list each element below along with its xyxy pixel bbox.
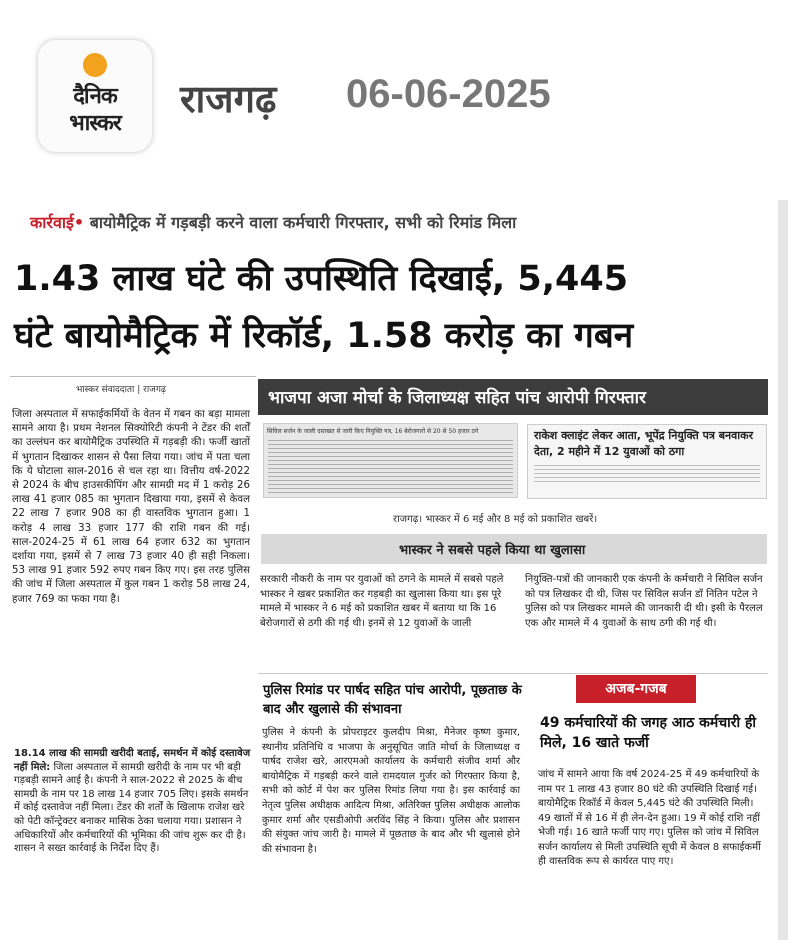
clipping-2-title: राकेश क्लाइंट लेकर आता, भूपेंद्र नियुक्ति पत्र बनवाकर देता, 2 महीने में 12 युवाओं को ठगा — [534, 429, 754, 458]
middle-column-a: सरकारी नौकरी के नाम पर युवाओं को ठगने के मामले में सबसे पहले भास्कर ने खबर प्रकाशित कर गड़बड़ी का खुलासा किया था। इस पूरे मामले में भास्कर ने 6 मई को प्रकाशित खबर में बताया था कि 16 बेरोजगारों से ठगी की गई थी। इनमें से 12 युवाओं के जाली — [260, 574, 504, 629]
edition-city: राजगढ़ — [180, 77, 277, 121]
ajab-gajab-badge: अजब-गजब — [576, 675, 696, 703]
divider — [258, 673, 768, 674]
left-sub-text: जिला अस्पताल में सामग्री खरीदी के नाम पर भी बड़ी गड़बड़ी सामने आई है। कंपनी ने साल-2022 से 2025 के बीच सामग्री के नाम पर 18 लाख 14 हजार 705 लिए। इसके समर्थन में कोई दस्तावेज नहीं मिला। टेंडर की शर्तों के खिलाफ राजेश खरे को पेटी कॉन्ट्रेक्टर बनाकर मासिक ठेका चलाया गया। प्रशासन ने अधिकारियों और कर्मचारियों की भूमिका की जांच शुरू कर दी है। शासन ने सख्त कार्रवाई के निर्देश दिए हैं। — [14, 761, 249, 855]
left-column — [12, 408, 250, 609]
arrest-banner: भाजपा अजा मोर्चा के जिलाध्यक्ष सहित पांच आरोपी गिरफ्तार — [258, 379, 768, 415]
byline: भास्कर संवाददाता | राजगढ़ — [76, 385, 166, 395]
employees-body: जांच में सामने आया कि वर्ष 2024-25 में 49 कर्मचारियों के नाम पर 1 लाख 43 हजार 80 घंटे की उपस्थिति दिखाई गई। बायोमैट्रिक रिकॉर्ड में केवल 5,445 घंटे की उपस्थिति मिली। 49 खातों में से 16 में ही लेन-देन हुआ। 19 में कोई राशि नहीं भेजी गई। 16 खाते फर्जी पाए गए। पुलिस को जांच में सिविल सर्जन कार्यालय से मिली उपस्थिति सूची में केवल 8 सफाईकर्मी ही वास्तविक रूप से कार्यरत पाए गए। — [538, 769, 761, 867]
edition-date: 06-06-2025 — [346, 72, 551, 116]
police-remand-heading: पुलिस रिमांड पर पार्षद सहित पांच आरोपी, पूछताछ के बाद और खुलासे की संभावना — [263, 683, 522, 717]
clipping-1-text-lines — [268, 440, 513, 495]
kicker-tag: कार्रवाई — [30, 213, 74, 232]
news-clipping-2 — [527, 424, 767, 499]
logo-line2: भास्कर — [69, 111, 121, 136]
news-clipping-1 — [263, 423, 518, 498]
clipping-1-title: सिविल सर्जन के जाली दस्तखत से जारी किए नियुक्ति पत्र, 16 बेरोजगारों से 20 से 50 हजार ठगे — [267, 428, 479, 435]
dainik-bhaskar-logo — [38, 40, 152, 152]
headline-line2: घंटे बायोमैट्रिक में रिकॉर्ड, 1.58 करोड़ का गबन — [14, 316, 634, 356]
page-edge — [778, 200, 788, 940]
employees-heading: 49 कर्मचारियों की जगह आठ कर्मचारी ही मिले, 16 खाते फर्जी — [540, 715, 757, 751]
headline — [14, 251, 774, 365]
kicker-text: बायोमैट्रिक में गड़बड़ी करने वाला कर्मचारी गिरफ्तार, सभी को रिमांड मिला — [89, 213, 517, 232]
clipping-2-text-lines — [534, 465, 760, 485]
kicker — [30, 211, 516, 233]
subhead-band — [261, 534, 767, 564]
left-subsection — [14, 747, 252, 856]
police-remand-body: पुलिस ने कंपनी के प्रोपराइटर कुलदीप मिश्रा, मैनेजर कृष्ण कुमार, स्थानीय प्रतिनिधि व भाजपा के अनुसूचित जाति मोर्चा के जिलाध्यक्ष व पार्षद राजेश खरे, आरएमओ कार्यालय के कर्मचारी संजीव शर्मा और बायोमैट्रिक में गड़बड़ी करने वाले रामदयाल गुर्जर को गिरफ्तार किया है, सभी को कोर्ट में पेश कर पुलिस रिमांड लिया गया है। इस कार्रवाई का नेतृत्व पुलिस अधीक्षक आदित्य मिश्रा, अतिरिक्त पुलिस अधीक्षक आलोक कुमार शर्मा और एसडीओपी अरविंद सिंह ने किया। पुलिस और प्रशासन की संयुक्त जांच जारी है। मामले में पूछताछ के बाद और भी खुलासे होने की संभावना है। — [262, 727, 520, 855]
logo-line1: दैनिक — [73, 84, 117, 109]
left-paragraph: जिला अस्पताल में सफाईकर्मियों के वेतन में गबन का बड़ा मामला सामने आया है। प्रथम नेशनल सिक्योरिटी कंपनी ने टेंडर की शर्तों का उल्लंघन कर बायोमैट्रिक उपस्थिति में गड़बड़ी की। फर्जी खातों में भुगतान दिखाकर शासन से पैसा लिया गया। जांच में पता चला कि ये घोटाला साल-2016 से चल रहा था। वित्तीय वर्ष-2022 से 2024 के बीच हाउसकीपिंग और सामग्री मद में 1 करोड़ 26 लाख 41 हजार 085 का भुगतान दिखाया गया, इसमें से केवल 22 लाख 7 हजार 908 का ही वास्तविक भुगतान हुआ। 1 करोड़ 4 लाख 33 हजार 177 की राशि गबन की गई। साल-2024-25 में 61 लाख 64 हजार 632 का भुगतान दर्शाया गया, इसमें से 7 लाख 73 हजार 40 ही सही निकला। 53 लाख 91 हजार 592 रुपए गबन किए गए। इस तरह पुलिस की जांच में जिला अस्पताल में कुल गबन 1 करोड़ 58 लाख 24, हजार 769 का फका गया है। — [12, 409, 250, 605]
sun-icon — [83, 53, 107, 77]
headline-line1: 1.43 लाख घंटे की उपस्थिति दिखाई, 5,445 — [14, 259, 629, 299]
middle-column-b: नियुक्ति-पत्रों की जानकारी एक कंपनी के कर्मचारी ने सिविल सर्जन को पत्र लिखकर दी थी, जिस पर सिविल सर्जन डॉ नितिन पटेल ने पुलिस को पत्र लिखकर मामले की जानकारी दी थी। इसी के पैरलल एक और मामले में 4 युवाओं के साथ ठगी की गई थी। — [525, 574, 763, 629]
clippings-caption: राजगढ़। भास्कर में 6 मई और 8 मई को प्रकाशित खबरें। — [393, 514, 598, 525]
subhead-band-text: भास्कर ने सबसे पहले किया था खुलासा — [399, 543, 586, 558]
kicker-bullet: • — [73, 213, 85, 232]
divider — [10, 376, 256, 377]
left-sub-lead: 18.14 लाख की सामग्री खरीदी बताई, समर्थन में कोई दस्तावेज नहीं मिले: — [14, 748, 251, 773]
